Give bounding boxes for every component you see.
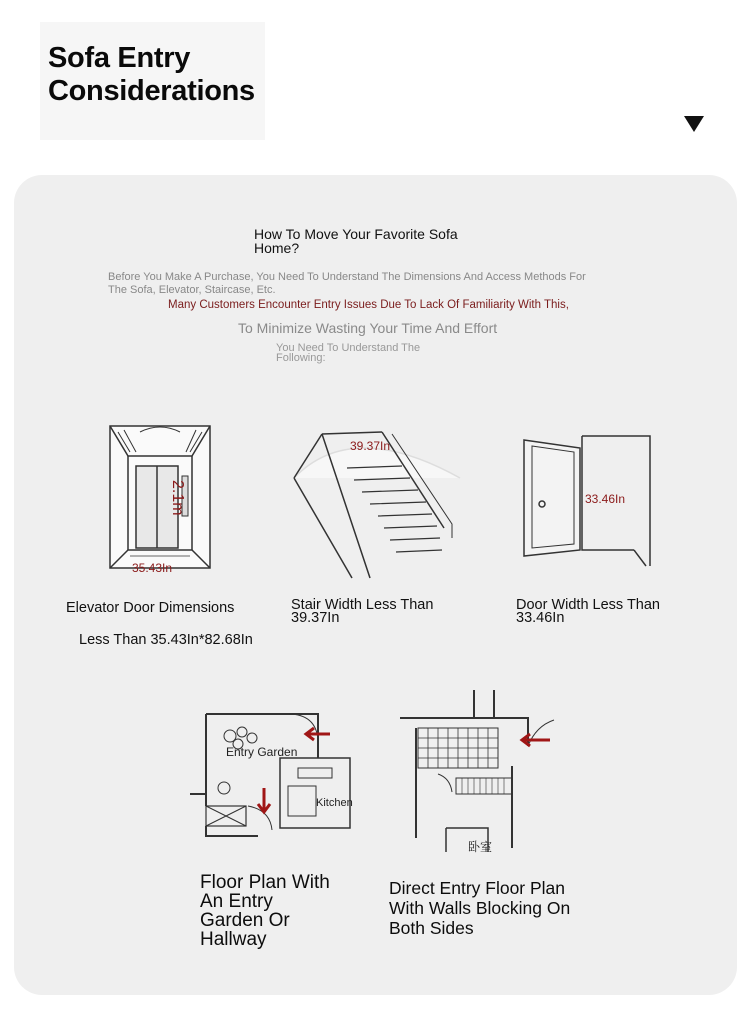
intro-paragraph: Before You Make A Purchase, You Need To Understand The Dimensions And Access Methods For The Sofa, Elevator, Staircase, Etc. xyxy=(108,271,586,296)
elevator-illustration xyxy=(100,418,220,578)
page-title: Sofa Entry Considerations xyxy=(48,42,255,107)
elevator-caption: Elevator Door Dimensions xyxy=(66,600,235,616)
intro-emphasis: To Minimize Wasting Your Time And Effort xyxy=(238,320,498,336)
entry-garden-label: Entry Garden xyxy=(226,745,298,759)
content-card xyxy=(14,175,737,995)
kitchen-label: Kitchen xyxy=(316,797,353,809)
elevator-caption-size: Less Than 35.43In*82.68In xyxy=(79,632,253,648)
door-caption: Door Width Less Than 33.46In xyxy=(516,597,660,626)
intro-heading: How To Move Your Favorite Sofa Home? xyxy=(254,226,458,256)
door-width-label: 33.46In xyxy=(585,492,626,506)
floor-plan-entry-garden xyxy=(188,710,363,840)
elevator-width-label: 35.43In xyxy=(132,561,173,575)
stair-width-label: 39.37In xyxy=(350,439,391,453)
floor-plan-direct-entry xyxy=(398,688,558,856)
stair-caption: Stair Width Less Than 39.37In xyxy=(291,597,434,626)
plan2-caption: Direct Entry Floor Plan With Walls Blocking On Both Sides xyxy=(389,878,571,938)
bedroom-label: 卧室 xyxy=(468,840,493,854)
intro-note: You Need To Understand The Following: xyxy=(276,342,421,364)
intro-highlight: Many Customers Encounter Entry Issues Due To Lack Of Familiarity With This, xyxy=(168,299,569,311)
elevator-height-label: 2.1m xyxy=(169,480,186,516)
plan1-caption: Floor Plan With An Entry Garden Or Hallway xyxy=(200,872,330,950)
dropdown-triangle-icon[interactable] xyxy=(684,116,704,132)
